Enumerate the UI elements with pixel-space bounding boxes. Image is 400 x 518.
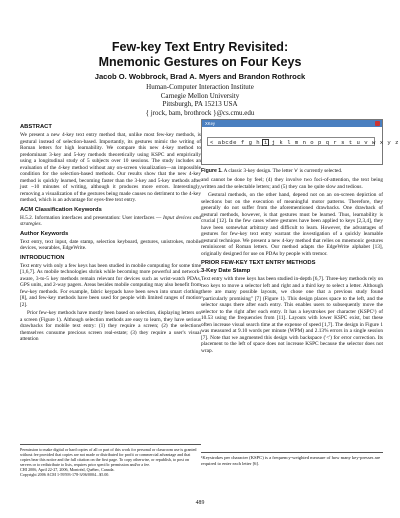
body-paragraph: Text entry with three keys has been studied in-depth [6,7]. Three-key methods rely on two keys to move a selector left and right and a third key to select a letter. Although there are many possible layouts, we chose one that a previous study found "particularly promising" [7] (Figure 1). This design places space to the left, and the selector snaps there after each entry. This enables users to subsequently move the selector to the right after each entry. It has a keystrokes per character (KSPC¹) of 10.53 using the frequencies from [11]. Layouts with lower KSPC exist, but these often increase visual search time at the expense of speed [1,7]. The design in Figure 1 was measured at 9.10 words per minute (WPM) and 2.13% errors in a single session [7]. Note that we augmented this design with backspace ('<') for error correction. Its placement to the left of space does not increase KSPC because the selector does not wrap. bbox=[201, 276, 383, 354]
abstract-heading: ABSTRACT bbox=[20, 124, 52, 130]
classification-body: H.5.2. Information interfaces and presentation: User interfaces — bbox=[20, 214, 163, 221]
close-icon bbox=[375, 121, 380, 126]
affiliation-line: Human-Computer Interaction Institute bbox=[146, 83, 254, 91]
introduction-paragraph-1: Text entry with only a few keys has been studied in mobile computing for some time [1,6,7]. As mobile technologies shrink while becoming more powerful and network-aware, 3-to-5 key methods remain relevant for devices such as wrist-watch PDAs, GPS units, and 2-way pagers. Areas besides mobile computing may also benefit from few-key methods. For example, fabric keypads have been sewn into smart clothing [8], and few-key methods have been used for people with limited ranges of motion [2]. bbox=[20, 262, 201, 308]
affiliation-line: Pittsburgh, PA 15213 USA bbox=[162, 100, 238, 109]
introduction-paragraph-2: Prior few-key methods have mostly been based on selection, displaying letters on a screen (Figure 1). Although selection methods are easy to learn, they have serious drawbacks for mobile text entry: (1) they require a screen; (2) the selections themselves consume precious screen real-estate; (3) they require a user's visual attention bbox=[20, 310, 201, 342]
classification-heading: ACM Classification Keywords bbox=[20, 206, 102, 213]
section-heading: PRIOR FEW-KEY TEXT ENTRY METHODS bbox=[201, 260, 316, 267]
figure-caption bbox=[201, 168, 383, 174]
right-column bbox=[201, 119, 399, 356]
classification-text bbox=[20, 215, 201, 228]
author-email: { jrock, bam, brothrock }@cs.cmu.edu bbox=[145, 108, 255, 117]
left-column bbox=[20, 124, 201, 345]
page-number: 489 bbox=[195, 500, 205, 506]
keywords-heading: Author Keywords bbox=[20, 230, 69, 237]
copyright-notice bbox=[20, 444, 201, 477]
body-paragraph: and cannot be done by feel; (4) they involve two foci-of-attention, the text being written and the selectable letters; and (5) they can be quite slow and tedious. bbox=[201, 177, 383, 190]
abstract-text: We present a new 4-key text entry method that, unlike most few-key methods, is gestural instead of selection-based. Importantly, its gestures mimic the writing of Roman letters for high learnability. We compare this new 4-key method to predominant 3-key and 5-key methods theoretically using KSPC and empirically using a longitudinal study of 5 subjects over 10 sessions. The study includes an evaluation of the 4-key method without any on-screen visualization—an impossible condition for the selection-based methods. Our results show that the new 4-key method is quickly learned, becoming faster than the 3-key and 5-key methods after just ~10 minutes of writing, although it produces more errors. Interestingly, removing a visualization of the gestures being made causes no detriment to the 4-key method, which is an advantage for eyes-free text entry. bbox=[20, 132, 201, 203]
keywords-text: Text entry, text input, date stamp, selection keyboard, gestures, unistrokes, mobile devices, wearables, EdgeWrite. bbox=[20, 238, 201, 251]
figure-caption-label: Figure 1. bbox=[201, 168, 223, 174]
affiliation-block bbox=[20, 83, 380, 117]
footnote: ¹Keystrokes per character (KSPC) is a frequency-weighted measure of how many key-presses are required to enter each letter [6]. bbox=[201, 452, 383, 466]
selector-highlight bbox=[262, 139, 269, 146]
subsection-heading: 3-Key Date Stamp bbox=[201, 268, 251, 275]
classification-italic: Input devices and strategies. bbox=[20, 214, 201, 227]
paper-title: Few-key Text Entry Revisited: Mnemonic Gestures on Four Keys bbox=[98, 40, 302, 69]
introduction-heading: INTRODUCTION bbox=[20, 254, 65, 261]
figure-window-title: XKey bbox=[205, 121, 216, 126]
copyright-text: Permission to make digital or hard copies of all or part of this work for personal or classroom use is granted without fee provided that copies are not made or distributed for profit or commercial advantage and that copies bear this notice and the full citation on the first page. To copy otherwise, or republish, to post on servers or to redistribute to lists, requires prior specific permission and/or a fee. CHI 2006, April 22-27, 2006, Montréal, Québec, Canada. Copyright 2006 ACM 1-59593-178-3/06/0004...$5.00. bbox=[20, 447, 197, 477]
figure-window-titlebar bbox=[202, 120, 382, 127]
figure-1-screenshot bbox=[201, 119, 399, 165]
figure-caption-text: A classic 3-key design. The letter 'e' is currently selected. bbox=[222, 168, 343, 174]
paper-authors: Jacob O. Wobbrock, Brad A. Myers and Brandon Rothrock bbox=[94, 72, 306, 81]
affiliation-line: Carnegie Mellon University bbox=[160, 91, 240, 100]
body-paragraph: Gestural methods, on the other hand, depend not on an on-screen depiction of selections but on the execution of meaningful motor patterns. Therefore, they generally do not suffer from the aforementioned drawbacks. One drawback of gestural methods, however, is that gestures must be learned. Thus, learnability is crucial [12]. In the few cases where gestures have been applied to keys [2,3,4], they have been somewhat arbitrary and difficult to learn. However, the advantages of gestures for few-key text entry warrant the investigation of a quickly learnable gestural technique. We present a new 4-key method that relies on mnemonic gestures reminiscent of Roman letters. Our method adapts the EdgeWrite alphabet [13], originally designed for use on PDAs by people with tremor. bbox=[201, 192, 383, 257]
letter-strip: < abcde f g h i j k l m n o p q r s t u v w x y z bbox=[207, 137, 375, 146]
